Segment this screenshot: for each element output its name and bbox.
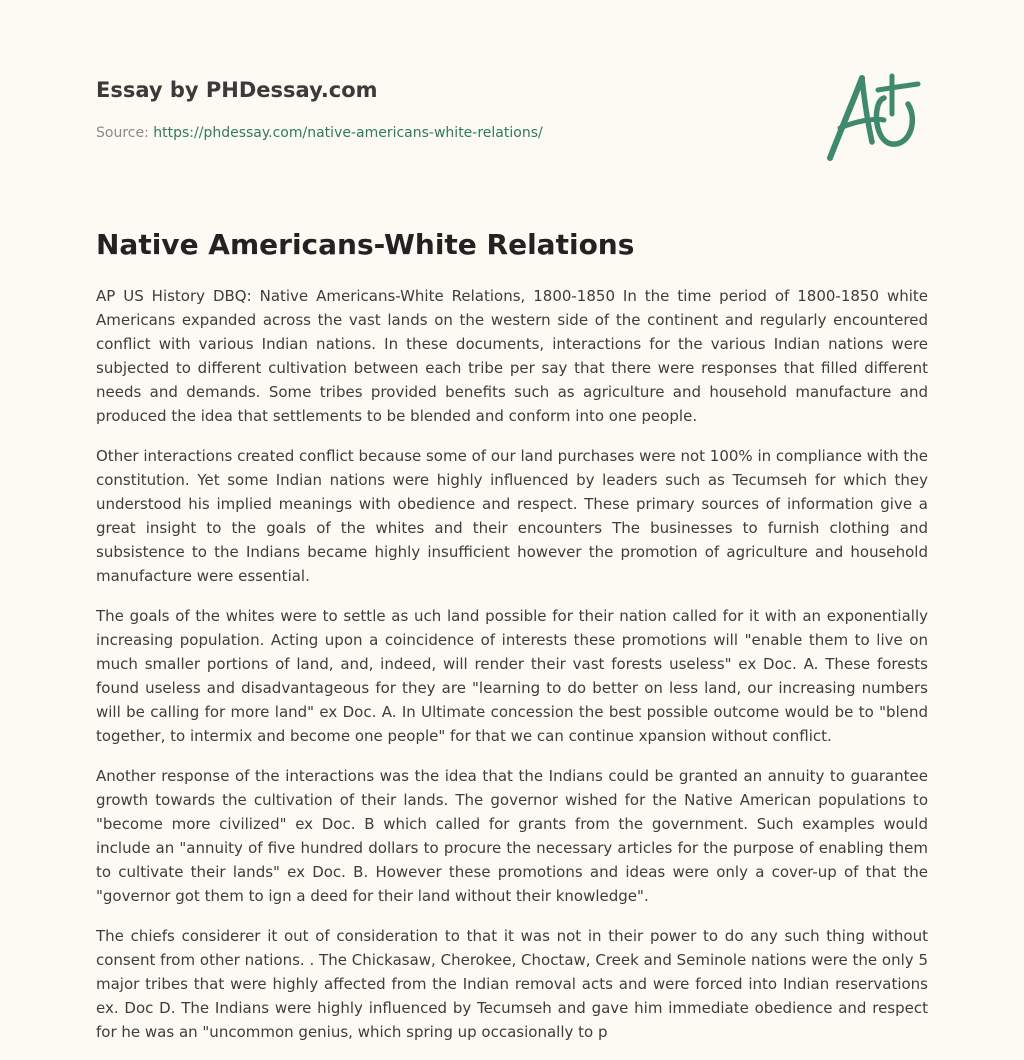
- essay-paragraph: AP US History DBQ: Native Americans-White Relations, 1800-1850 In the time period of 1800-1850 white Americans expanded across the vast lands on the western side of the continent and regularly encountered conflict with various Indian nations. In these documents, interactions for the various Indian nations were subjected to different cultivation between each tribe per say that there were responses that filled different needs and demands. Some tribes provided benefits such as agriculture and household manufacture and produced the idea that settlements to be blended and conform into one people.: [96, 287, 928, 425]
- a-plus-logo-icon: [822, 66, 928, 166]
- essay-paragraph: The goals of the whites were to settle as uch land possible for their nation called for it with an exponentially increasing population. Acting upon a coincidence of interests these promotions will "enable them to live on much smaller portions of land, and, indeed, will render their vast forests useless" ex Doc. A. These forests found useless and disadvantageous for they are "learning to do better on less land, our increasing numbers will be calling for more land" ex Doc. A. In Ultimate concession the best possible outcome would be to "blend together, to intermix and become one people" for that we can continue xpansion without conflict.: [96, 607, 928, 745]
- essay-paragraph: The chiefs considerer it out of consideration to that it was not in their power to do any such thing without consent from other nations. . The Chickasaw, Cherokee, Choctaw, Creek and Seminole nations were the only 5 major tribes that were highly affected from the Indian removal acts and were forced into Indian reservations ex. Doc D. The Indians were highly influenced by Tecumseh and gave him immediate obedience and respect for he was an "uncommon genius, which spring up occasionally to p: [96, 927, 928, 1041]
- essay-paragraph: Other interactions created conflict because some of our land purchases were not 100% in compliance with the constitution. Yet some Indian nations were highly influenced by leaders such as Tecumseh for which they understood his implied meanings with obedience and respect. These primary sources of information give a great insight to the goals of the whites and their encounters The businesses to furnish clothing and subsistence to the Indians became highly insufficient however the promotion of agriculture and household manufacture were essential.: [96, 447, 928, 585]
- source-label: Source:: [96, 125, 154, 141]
- site-brand: Essay by PHDessay.com: [96, 78, 378, 102]
- source-line: [96, 123, 796, 143]
- source-link[interactable]: https://phdessay.com/native-americans-white-relations/: [153, 125, 543, 141]
- page-header: [96, 76, 796, 143]
- essay-title: Native Americans-White Relations: [96, 228, 635, 261]
- essay-body: [96, 284, 928, 1060]
- essay-paragraph: Another response of the interactions was the idea that the Indians could be granted an annuity to guarantee growth towards the cultivation of their lands. The governor wished for the Native American populations to "become more civilized" ex Doc. B which called for grants from the government. Such examples would include an "annuity of five hundred dollars to procure the necessary articles for the purpose of enabling them to cultivate their lands" ex Doc. B. However these promotions and ideas were only a cover-up of that the "governor got them to ign a deed for their land without their knowledge".: [96, 767, 928, 905]
